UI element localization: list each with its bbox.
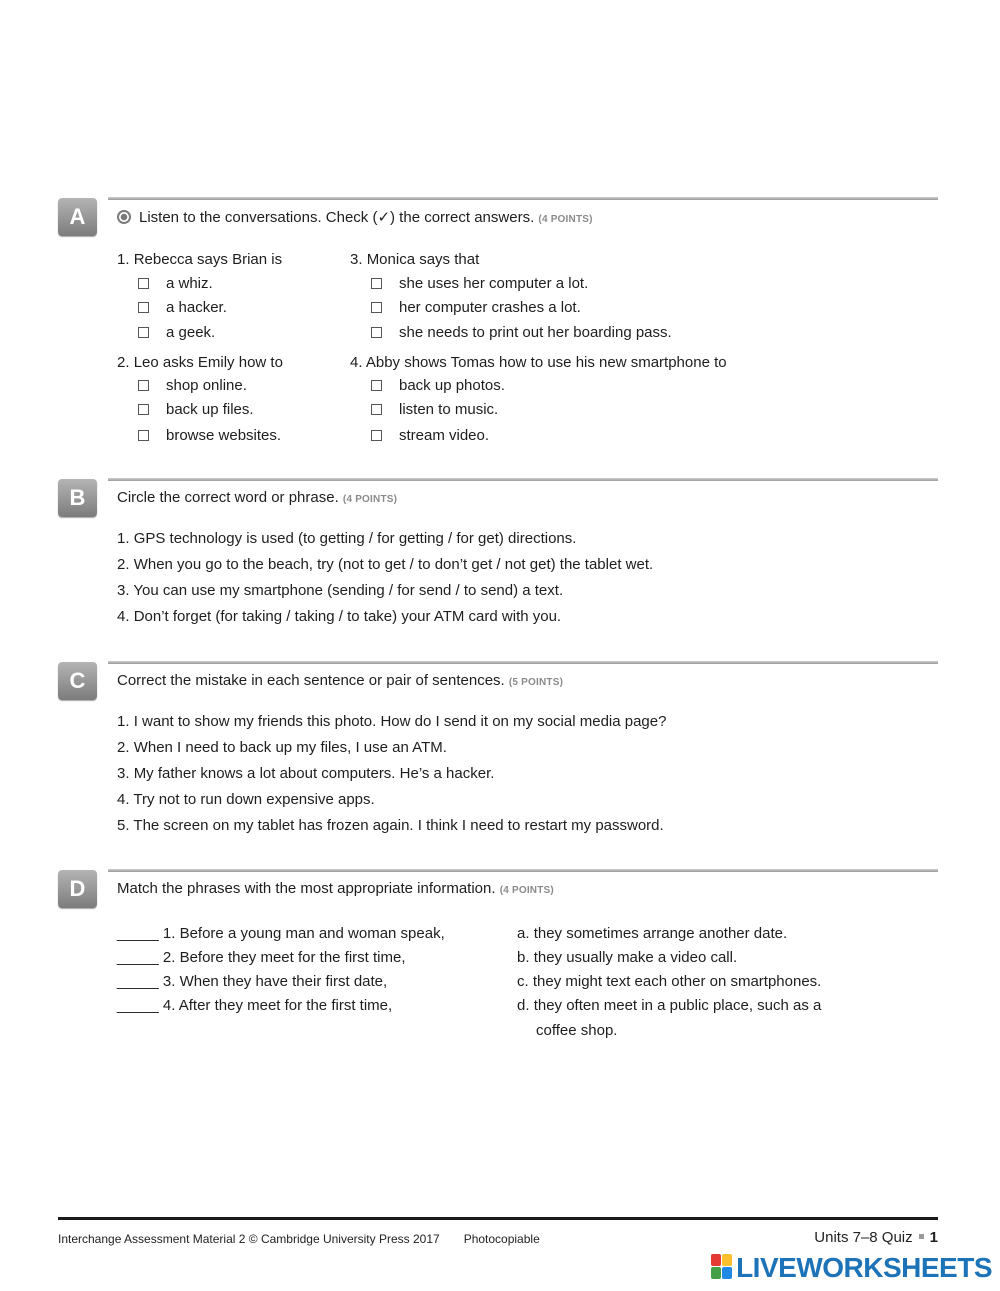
answer-blank[interactable]: _____: [117, 997, 159, 1014]
list-item: 1. I want to show my friends this photo. How do I send it on my social media page?: [117, 713, 667, 730]
points-label: (4 POINTS): [499, 885, 554, 896]
points-label: (4 POINTS): [342, 494, 398, 505]
section-divider: [108, 869, 938, 872]
match-right-item: a. they sometimes arrange another date.: [517, 925, 788, 942]
list-item: 2. When you go to the beach, try (not to get / to don’t get / not get) the tablet wet.: [117, 556, 654, 573]
option[interactable]: shop online.: [138, 377, 247, 394]
match-left-item: _____ 1. Before a young man and woman speak,: [117, 925, 445, 942]
option[interactable]: a hacker.: [138, 299, 227, 316]
question-1: 1. Rebecca says Brian is: [117, 251, 283, 268]
section-instruction: Correct the mistake in each sentence or pair of sentences. (5 POINTS): [117, 672, 564, 689]
photocopiable-label: Photocopiable: [463, 1232, 540, 1246]
checkbox[interactable]: [371, 302, 382, 313]
option[interactable]: stream video.: [371, 427, 489, 444]
section-letter-badge: D: [58, 870, 97, 908]
checkbox[interactable]: [138, 430, 149, 441]
option[interactable]: a whiz.: [138, 275, 213, 292]
section-divider: [108, 197, 938, 200]
option[interactable]: she needs to print out her boarding pass.: [371, 324, 672, 341]
checkbox[interactable]: [371, 430, 382, 441]
match-right-item-continued: coffee shop.: [536, 1022, 618, 1039]
match-right-item: d. they often meet in a public place, such as a: [517, 997, 822, 1014]
section-instruction: Listen to the conversations. Check (✓) the correct answers. (4 POINTS): [117, 208, 593, 226]
section-d: [58, 869, 938, 1049]
option[interactable]: listen to music.: [371, 401, 498, 418]
list-item: 3. My father knows a lot about computers. He’s a hacker.: [117, 765, 495, 782]
list-item: 4. Try not to run down expensive apps.: [117, 791, 375, 808]
section-instruction: Circle the correct word or phrase. (4 POINTS): [117, 489, 398, 506]
section-c: [58, 661, 938, 851]
section-instruction: Match the phrases with the most appropriate information. (4 POINTS): [117, 880, 554, 897]
checkbox[interactable]: [138, 327, 149, 338]
footer-copyright: Interchange Assessment Material 2 © Cambridge University Press 2017 Photocopiable: [58, 1232, 540, 1246]
section-b: [58, 478, 938, 638]
list-item: 5. The screen on my tablet has frozen again. I think I need to restart my password.: [117, 817, 664, 834]
checkbox[interactable]: [371, 327, 382, 338]
list-item: 3. You can use my smartphone (sending / for send / to send) a text.: [117, 582, 564, 599]
audio-icon[interactable]: [117, 210, 131, 224]
match-left-item: _____ 3. When they have their first date,: [117, 973, 388, 990]
answer-blank[interactable]: _____: [117, 949, 159, 966]
list-item: 4. Don’t forget (for taking / taking / to take) your ATM card with you.: [117, 608, 562, 625]
checkbox[interactable]: [371, 404, 382, 415]
list-item: 1. GPS technology is used (to getting / for getting / for get) directions.: [117, 530, 577, 547]
match-right-item: b. they usually make a video call.: [517, 949, 738, 966]
footer-page-label: Units 7–8 Quiz 1: [814, 1229, 938, 1246]
match-left-item: _____ 2. Before they meet for the first time,: [117, 949, 406, 966]
answer-blank[interactable]: _____: [117, 925, 159, 942]
checkbox[interactable]: [138, 404, 149, 415]
section-letter-badge: A: [58, 198, 97, 236]
match-left-item: _____ 4. After they meet for the first time,: [117, 997, 393, 1014]
checkbox[interactable]: [371, 380, 382, 391]
liveworksheets-logo: [711, 1254, 992, 1284]
question-3: 3. Monica says that: [350, 251, 480, 268]
match-right-item: c. they might text each other on smartphones.: [517, 973, 822, 990]
points-label: (5 POINTS): [508, 677, 564, 688]
checkbox[interactable]: [138, 380, 149, 391]
question-2: 2. Leo asks Emily how to: [117, 354, 283, 371]
checkbox[interactable]: [371, 278, 382, 289]
option[interactable]: her computer crashes a lot.: [371, 299, 581, 316]
points-label: (4 POINTS): [538, 214, 593, 225]
section-divider: [108, 661, 938, 664]
list-item: 2. When I need to back up my files, I use an ATM.: [117, 739, 447, 756]
section-letter-badge: B: [58, 479, 97, 517]
liveworksheets-wordmark: LIVEWORKSHEETS: [736, 1252, 992, 1283]
checkbox[interactable]: [138, 302, 149, 313]
option[interactable]: back up files.: [138, 401, 254, 418]
option[interactable]: she uses her computer a lot.: [371, 275, 588, 292]
liveworksheets-icon: [711, 1254, 733, 1280]
page-number: 1: [929, 1229, 938, 1246]
footer-divider: [58, 1217, 938, 1220]
option[interactable]: browse websites.: [138, 427, 281, 444]
section-divider: [108, 478, 938, 481]
answer-blank[interactable]: _____: [117, 973, 159, 990]
checkbox[interactable]: [138, 278, 149, 289]
option[interactable]: back up photos.: [371, 377, 505, 394]
question-4: 4. Abby shows Tomas how to use his new smartphone to: [350, 354, 727, 371]
separator-square-icon: [919, 1234, 924, 1239]
section-letter-badge: C: [58, 662, 97, 700]
section-a: [58, 197, 938, 457]
option[interactable]: a geek.: [138, 324, 215, 341]
